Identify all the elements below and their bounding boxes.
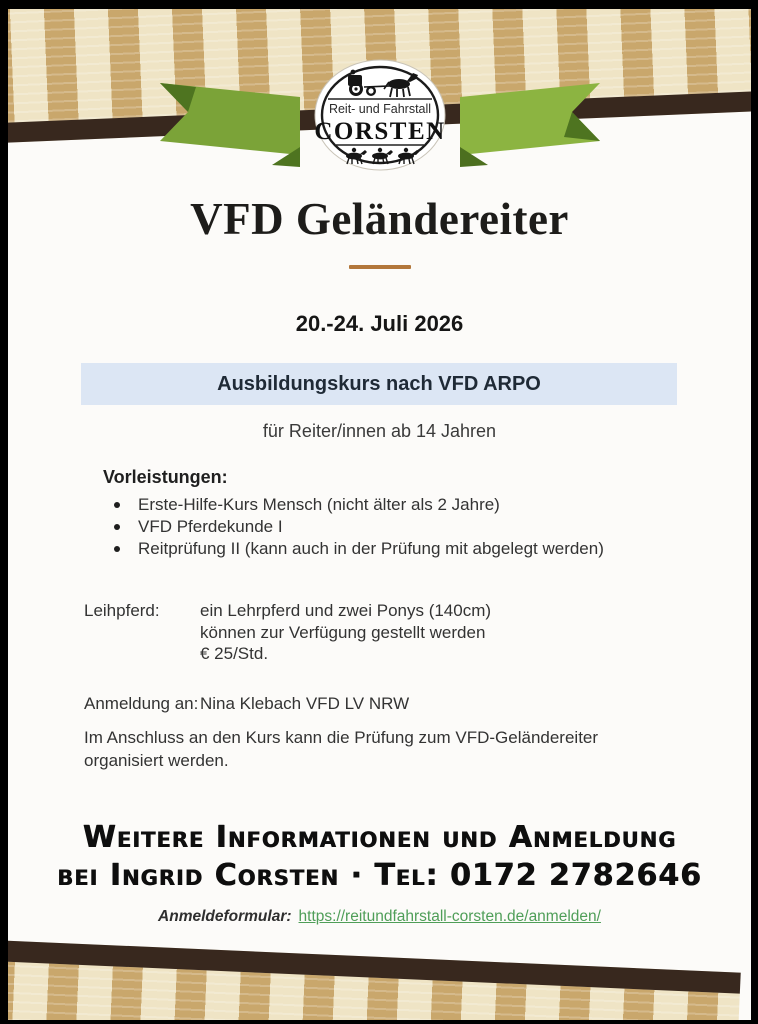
bullet-icon bbox=[114, 524, 120, 530]
bullet-icon bbox=[114, 502, 120, 508]
registration-row bbox=[84, 693, 721, 715]
list-item bbox=[114, 494, 711, 516]
loan-horse-line: können zur Verfügung gestellt werden bbox=[200, 622, 486, 642]
logo-subtitle: Reit- und Fahrstall bbox=[328, 102, 431, 116]
page-title: VFD Geländereiter bbox=[190, 194, 569, 244]
logo-name: CORSTEN bbox=[313, 118, 446, 145]
course-banner bbox=[81, 363, 677, 405]
registration-value: Nina Klebach VFD LV NRW bbox=[200, 694, 410, 713]
photo-edge-sliver bbox=[738, 887, 751, 1020]
flyer-page bbox=[8, 9, 751, 1020]
prerequisites-list bbox=[103, 494, 711, 560]
loan-horse-line: € 25/Std. bbox=[200, 644, 269, 663]
contact-line-2: bei Ingrid Corsten · Tel: 0172 2782646 bbox=[57, 858, 702, 893]
form-line bbox=[8, 908, 751, 926]
list-item bbox=[114, 538, 711, 560]
list-item-text: Erste-Hilfe-Kurs Mensch (nicht älter als 2 Jahre) bbox=[138, 495, 500, 514]
registration-form-link[interactable]: https://reitundfahrstall-corsten.de/anmelden/ bbox=[298, 908, 601, 925]
list-item-text: Reitprüfung II (kann auch in der Prüfung mit abgelegt werden) bbox=[138, 539, 604, 558]
exam-note bbox=[84, 727, 711, 772]
list-item bbox=[114, 516, 711, 538]
registration-label: Anmeldung an: bbox=[84, 694, 199, 713]
course-banner-label: Ausbildungskurs nach VFD ARPO bbox=[217, 372, 541, 395]
loan-horse-label: Leihpferd: bbox=[84, 601, 160, 620]
loan-horse-value bbox=[200, 600, 491, 665]
prerequisites-heading: Vorleistungen: bbox=[103, 467, 228, 487]
prerequisites-section bbox=[103, 467, 711, 560]
exam-note-line: Im Anschluss an den Kurs kann die Prüfung zum VFD-Geländereiter bbox=[84, 728, 599, 747]
bullet-icon bbox=[114, 546, 120, 552]
title-divider bbox=[349, 265, 411, 269]
contact-block bbox=[8, 819, 751, 895]
exam-note-line: organisiert werden. bbox=[84, 750, 229, 770]
footer-pattern-band bbox=[8, 940, 751, 1020]
form-label: Anmeldeformular: bbox=[158, 908, 292, 925]
ribbon-right bbox=[460, 83, 600, 155]
event-date: 20.-24. Juli 2026 bbox=[295, 311, 464, 336]
contact-line-1: Weitere Informationen und Anmeldung bbox=[82, 820, 677, 855]
list-item-text: VFD Pferdekunde I bbox=[138, 517, 283, 536]
loan-horse-line: ein Lehrpferd und zwei Ponys (140cm) bbox=[200, 601, 492, 620]
logo-badge bbox=[150, 53, 610, 188]
loan-horse-row bbox=[84, 600, 721, 665]
audience-line: für Reiter/innen ab 14 Jahren bbox=[262, 421, 497, 441]
logo-ribbon-graphic bbox=[150, 53, 610, 183]
